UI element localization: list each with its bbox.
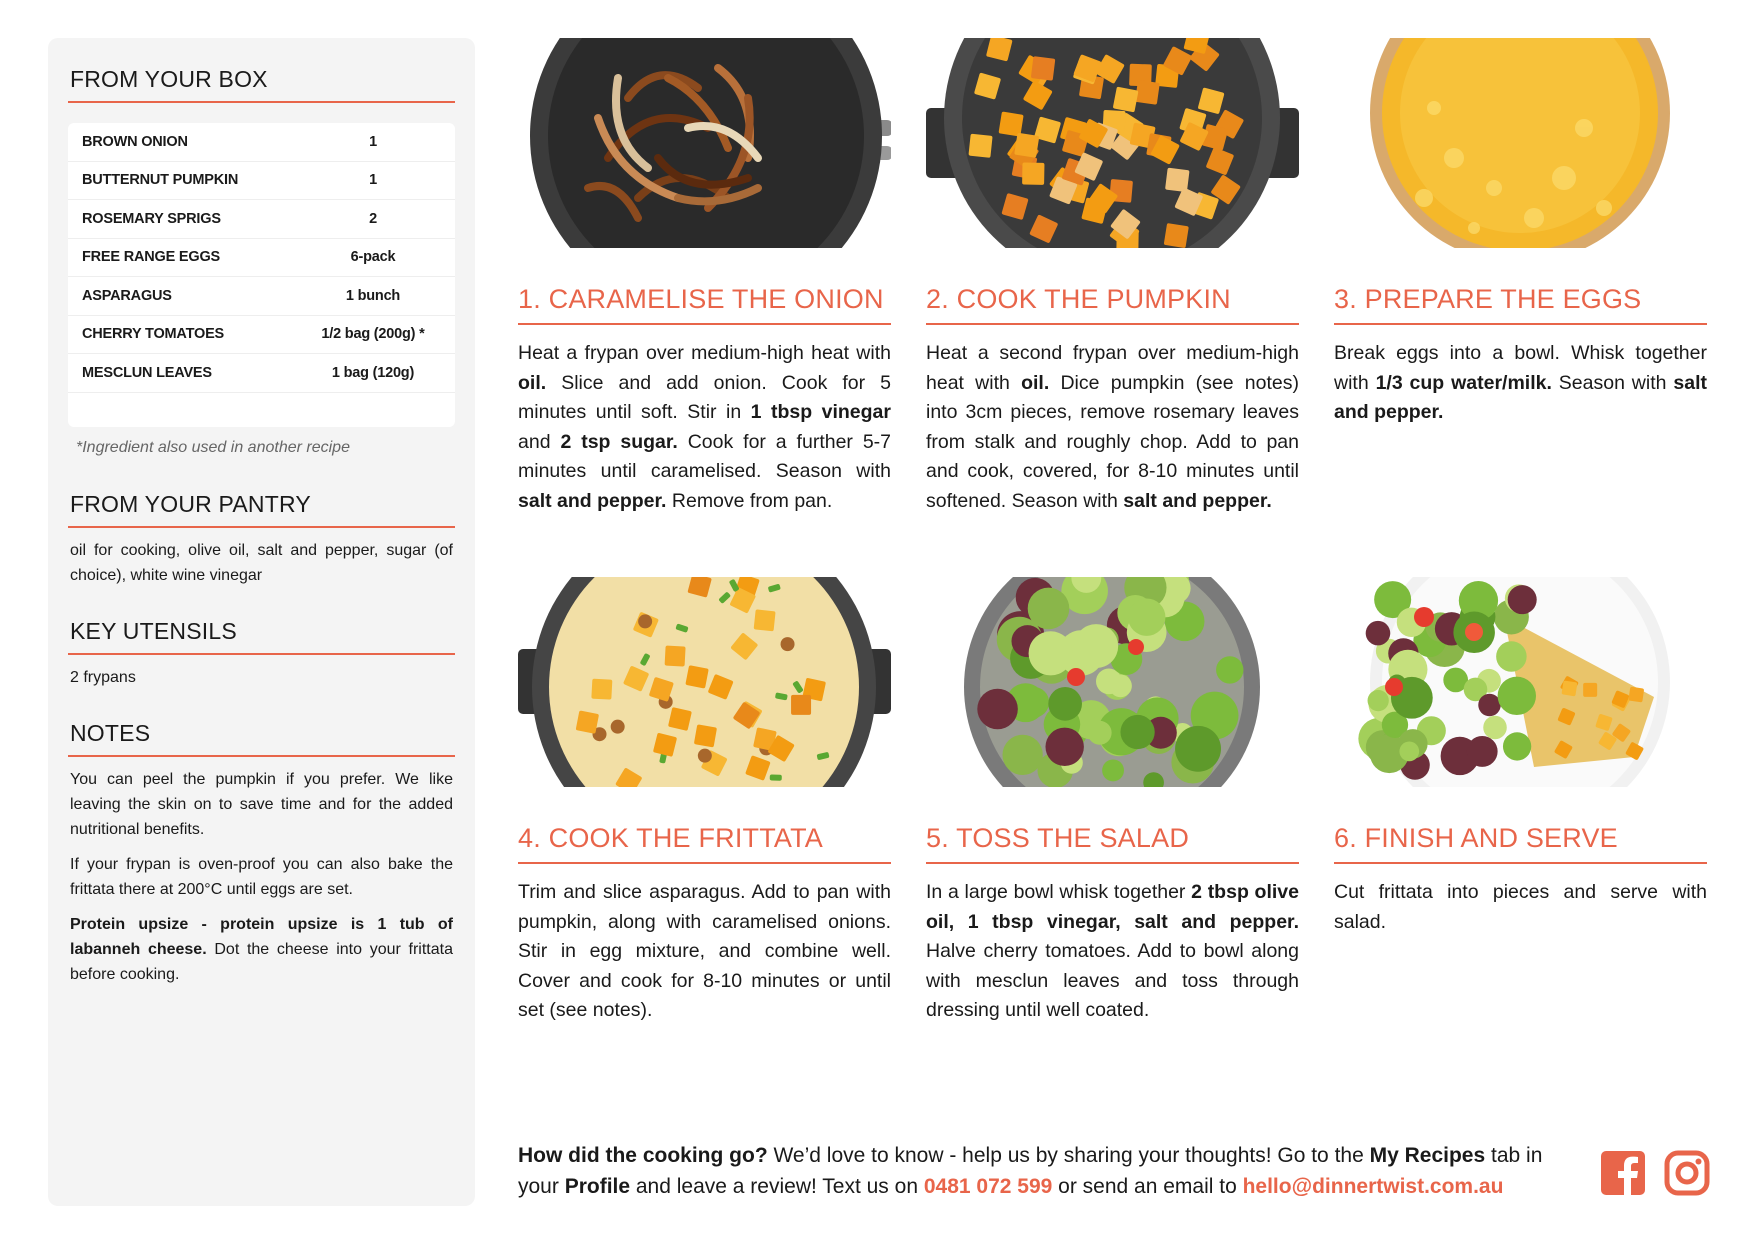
ingredient-row [68,162,455,201]
ingredient-highlight: 2 tbsp olive oil, 1 tbsp vinegar, salt and pepper. [926,881,1299,933]
protein-upsize-text: Dot the cheese into your frittata before cooking. [70,940,453,983]
frittata-pan-image [518,577,891,787]
notes-paragraph [68,912,455,987]
instruction-text: Season with [1551,371,1674,394]
ingredient-qty: 1 bag (120g) [331,364,415,381]
plated-dish-image [1334,577,1707,787]
ingredient-name: ROSEMARY SPRIGS [82,210,221,227]
step-1-photo [518,38,891,248]
step-4-body [518,878,891,1026]
step-5 [926,577,1299,1026]
step-3-photo [1334,38,1707,248]
eggs-bowl-image [1334,38,1707,248]
onion-pan-image [518,38,891,248]
footer-text: and leave a review! Text us on [630,1175,924,1198]
from-your-box-section [68,66,455,457]
step-2 [926,38,1299,516]
footer-text: tab in your [518,1144,1543,1198]
step-2-title: 2. COOK THE PUMPKIN [926,284,1299,325]
step-3-body [1334,339,1707,428]
notes-section [68,720,455,987]
key-utensils-heading: KEY UTENSILS [68,618,455,655]
step-6-title: 6. FINISH AND SERVE [1334,823,1707,864]
step-3 [1334,38,1707,428]
ingredient-row [68,277,455,316]
notes-paragraph: You can peel the pumpkin if you prefer. We like leaving the skin on to save time and for the added nutritional benefits. [70,770,453,838]
step-5-title: 5. TOSS THE SALAD [926,823,1299,864]
from-your-pantry-heading: FROM YOUR PANTRY [68,491,455,528]
instruction-text: Cut frittata into pieces and serve with salad. [1334,881,1707,933]
step-5-body [926,878,1299,1026]
ingredient-qty: 1 [369,133,377,150]
step-3-title: 3. PREPARE THE EGGS [1334,284,1707,325]
ingredient-row [68,123,455,162]
from-your-pantry-section [68,491,455,588]
step-1 [518,38,891,516]
salad-bowl-image [926,577,1299,787]
my-recipes-link[interactable]: My Recipes [1369,1144,1486,1167]
sidebar [48,38,475,1206]
step-6-photo [1334,577,1707,787]
ingredient-highlight: salt and pepper. [1123,489,1272,512]
ingredient-name: ASPARAGUS [82,287,172,304]
ingredient-highlight: 2 tsp sugar. [560,430,678,453]
profile-link[interactable]: Profile [564,1175,631,1198]
footer-text: We’d love to know - help us by sharing your thoughts! Go to the [767,1144,1370,1167]
step-1-title: 1. CARAMELISE THE ONION [518,284,891,325]
ingredient-highlight: 1 tbsp vinegar [750,401,891,423]
ingredient-name: MESCLUN LEAVES [82,364,212,381]
protein-upsize-label: Protein upsize - protein upsize is 1 tub of labanneh cheese. [70,915,453,958]
ingredient-highlight: salt and pepper. [1334,371,1707,423]
ingredient-name: BUTTERNUT PUMPKIN [82,172,239,189]
facebook-icon[interactable] [1600,1150,1646,1196]
ingredient-qty: 6-pack [350,249,396,266]
ingredient-row [68,239,455,278]
step-6 [1334,577,1707,937]
notes-heading: NOTES [68,720,455,757]
pumpkin-pan-image [926,38,1299,248]
instruction-text: Dice pumpkin (see notes) into 3cm pieces, remove rosemary leaves from stalk and roughly chop. Add to pan and cook, covered, for 8-10 minutes until softened. Season with [926,371,1299,512]
instagram-icon[interactable] [1664,1150,1710,1196]
phone-number-link[interactable]: 0481 072 599 [923,1175,1053,1198]
instruction-text: Heat a second frypan over medium-high heat with [926,342,1299,394]
key-utensils-section [68,618,455,690]
step-4-title: 4. COOK THE FRITTATA [518,823,891,864]
instruction-text: and [518,430,561,453]
notes-paragraph: If your frypan is oven-proof you can also bake the frittata there at 200°C until eggs are set. [70,855,453,898]
pantry-text: oil for cooking, olive oil, salt and pepper, sugar (of choice), white wine vinegar [70,541,453,584]
instruction-text: Remove from pan. [666,489,833,512]
from-your-box-heading: FROM YOUR BOX [68,66,455,103]
ingredient-qty: 1 [369,172,377,189]
ingredient-qty: 1 bunch [345,287,401,304]
ingredient-qty: 2 [369,210,377,227]
step-6-body [1334,878,1707,937]
instruction-text: Slice and add onion. Cook for 5 minutes until soft. Stir in [518,371,891,423]
ingredient-row [68,354,455,393]
step-1-body [518,339,891,516]
instruction-text: Trim and slice asparagus. Add to pan with pumpkin, along with caramelised onions. Stir in egg mixture, and combine well. Cover and cook for 8-10 minutes or until set (see notes). [518,881,891,1021]
feedback-footer [518,1140,1578,1202]
ingredient-name: BROWN ONION [82,133,188,150]
ingredient-highlight: oil. [1021,371,1050,394]
utensils-text: 2 frypans [70,668,136,686]
ingredient-row [68,200,455,239]
ingredient-row [68,316,455,355]
instruction-text: In a large bowl whisk together [926,881,1192,903]
email-link[interactable]: hello@dinnertwist.com.au [1242,1175,1504,1198]
ingredient-highlight: oil. [518,371,547,394]
ingredient-highlight: salt and pepper. [518,489,667,512]
instruction-text: Cook for a further 5-7 minutes until caramelised. Season with [518,430,892,482]
footer-text: or send an email to [1052,1175,1243,1198]
ingredients-table [68,123,455,427]
ingredient-name: FREE RANGE EGGS [82,249,220,266]
step-2-body [926,339,1299,516]
feedback-question: How did the cooking go? [518,1144,768,1167]
instruction-text: Heat a frypan over medium-high heat with [518,342,891,364]
instruction-text: Halve cherry tomatoes. Add to bowl along with mesclun leaves and toss through dressing until well coated. [926,940,1299,1021]
instruction-text: Break eggs into a bowl. Whisk together with [1334,342,1707,394]
ingredient-name: CHERRY TOMATOES [82,326,225,343]
step-2-photo [926,38,1299,248]
step-4 [518,577,891,1026]
ingredient-qty: 1/2 bag (200g) * [321,326,425,343]
ingredient-highlight: 1/3 cup water/milk. [1375,371,1552,394]
step-4-photo [518,577,891,787]
step-5-photo [926,577,1299,787]
ingredient-footnote: *Ingredient also used in another recipe [76,438,350,456]
